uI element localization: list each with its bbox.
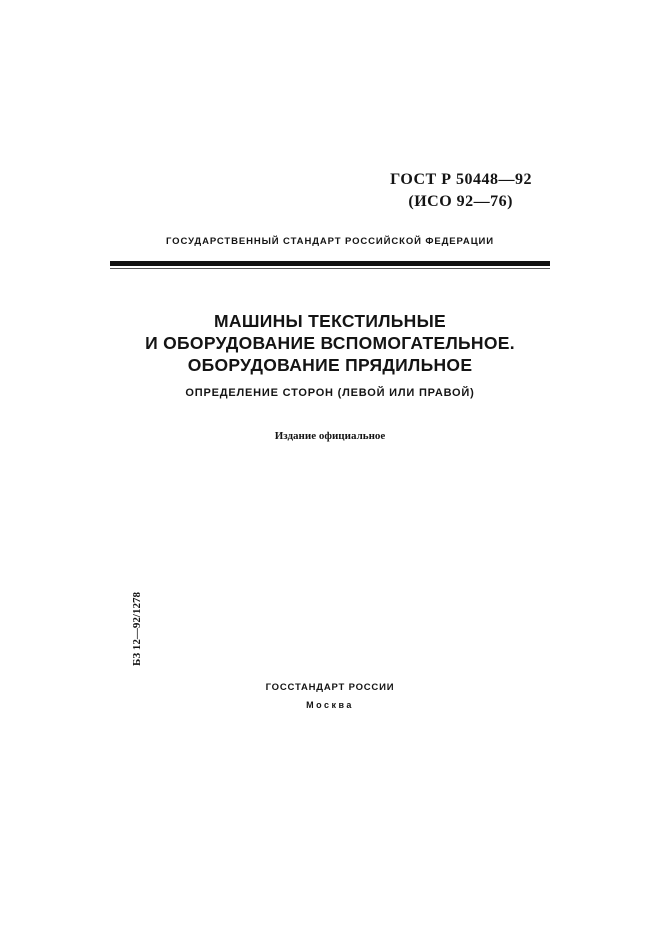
registry-code bbox=[130, 585, 144, 673]
iso-number: (ИСО 92—76) bbox=[408, 193, 513, 210]
document-title bbox=[100, 310, 560, 376]
publisher-city: Москва bbox=[306, 700, 354, 710]
document-subtitle: ОПРЕДЕЛЕНИЕ СТОРОН (ЛЕВОЙ ИЛИ ПРАВОЙ) bbox=[185, 387, 475, 399]
standard-type-heading: ГОСУДАРСТВЕННЫЙ СТАНДАРТ РОССИЙСКОЙ ФЕДЕРАЦИИ bbox=[166, 236, 494, 247]
title-line-3: ОБОРУДОВАНИЕ ПРЯДИЛЬНОЕ bbox=[187, 355, 473, 375]
publisher-name: ГОССТАНДАРТ РОССИИ bbox=[265, 682, 395, 693]
thin-divider bbox=[110, 268, 550, 269]
edition-label: Издание официальное bbox=[274, 430, 386, 442]
registry-code-text: БЗ 12—92/1278 bbox=[131, 592, 143, 666]
title-line-1: МАШИНЫ ТЕКСТИЛЬНЫЕ bbox=[214, 311, 446, 331]
gost-number: ГОСТ Р 50448—92 bbox=[390, 171, 532, 188]
thick-divider bbox=[110, 261, 550, 266]
title-line-2: И ОБОРУДОВАНИЕ ВСПОМОГАТЕЛЬНОЕ. bbox=[145, 333, 515, 353]
